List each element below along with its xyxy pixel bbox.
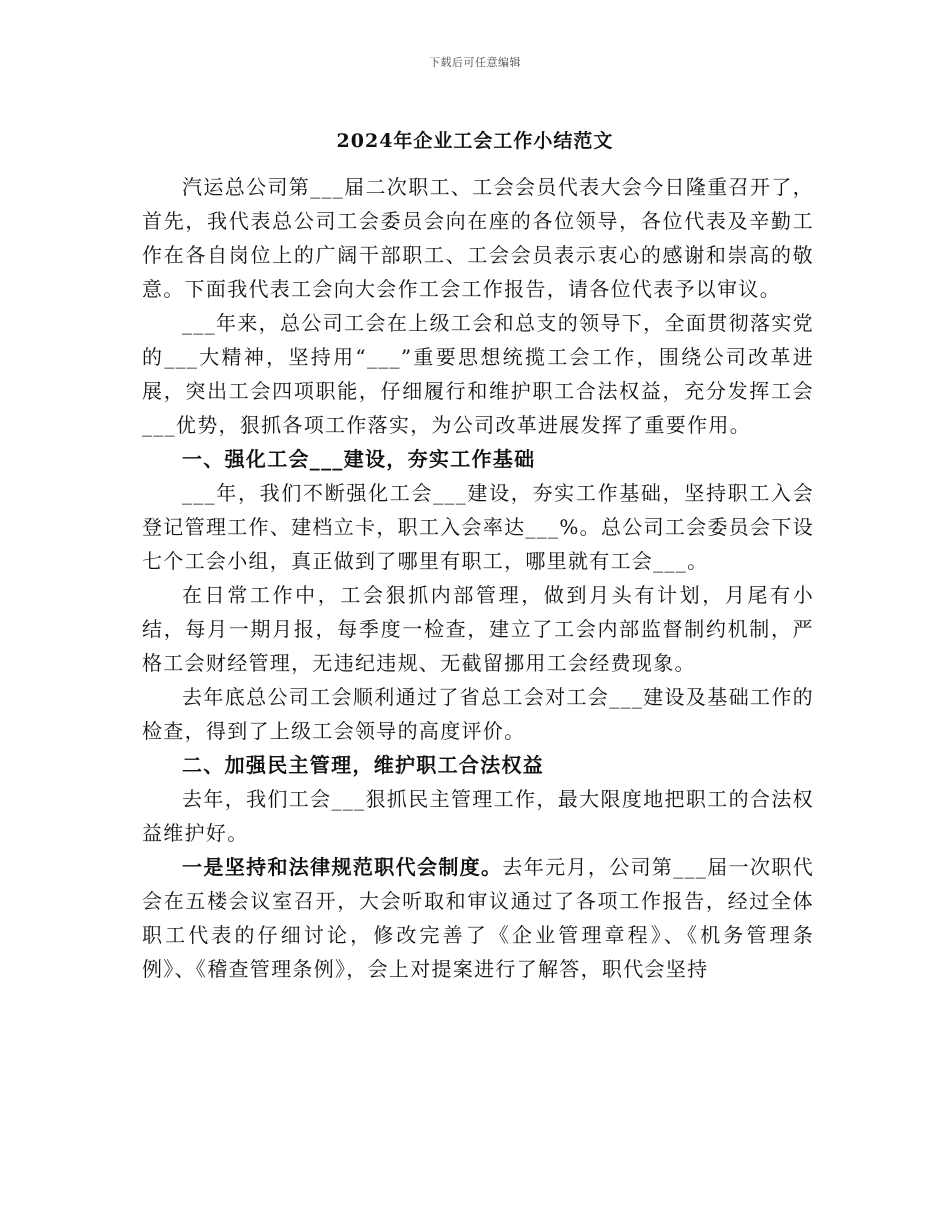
header-note: 下载后可任意编辑	[429, 56, 521, 69]
document-title: 2024年企业工会工作小结范文	[336, 130, 614, 152]
document-body	[142, 170, 814, 986]
section-heading-1: 一、强化工会___建设，夯实工作基础	[182, 447, 536, 471]
section-heading-2: 二、加强民主管理，维护职工合法权益	[182, 753, 545, 777]
paragraph-democratic-management: 去年，我们工会___狠抓民主管理工作，最大限度地把职工的合法权益维护好。	[142, 787, 814, 845]
paragraph-membership: ___年，我们不断强化工会___建设，夯实工作基础，坚持职工入会登记管理工作、建档立卡，职工入会率达___%。总公司工会委员会下设七个工会小组，真正做到了哪里有职工，哪里就有工会___。	[142, 481, 814, 573]
paragraph-inspection: 去年底总公司工会顺利通过了省总工会对工会___建设及基础工作的检查，得到了上级工会领导的高度评价。	[142, 685, 814, 743]
paragraph-overview: ___年来，总公司工会在上级工会和总支的领导下，全面贯彻落实党的___大精神，坚持用“___”重要思想统揽工会工作，围绕公司改革进展，突出工会四项职能，仔细履行和维护职工合法权益，充分发挥工会___优势，狠抓各项工作落实，为公司改革进展发挥了重要作用。	[142, 311, 814, 437]
bold-lead-phrase: 一是坚持和法律规范职代会制度。	[182, 855, 503, 879]
paragraph-congress-system	[142, 850, 814, 986]
paragraph-opening: 汽运总公司第___届二次职工、工会会员代表大会今日隆重召开了，首先，我代表总公司工会委员会向在座的各位领导，各位代表及辛勤工作在各自岗位上的广阔干部职工、工会会员表示衷心的感谢和崇高的敬意。下面我代表工会向大会作工会工作报告，请各位代表予以审议。	[142, 175, 814, 301]
paragraph-congress-text: 去年元月，公司第___届一次职代会在五楼会议室召开，大会听取和审议通过了各项工作报告，经过全体职工代表的仔细讨论，修改完善了《企业管理章程》、《机务管理条例》、《稽查管理条例》，会上对提案进行了解答，职代会坚持	[142, 855, 814, 981]
paragraph-daily-management: 在日常工作中，工会狠抓内部管理，做到月头有计划，月尾有小结，每月一期月报，每季度一检查，建立了工会内部监督制约机制，严格工会财经管理，无违纪违规、无截留挪用工会经费现象。	[142, 583, 814, 675]
